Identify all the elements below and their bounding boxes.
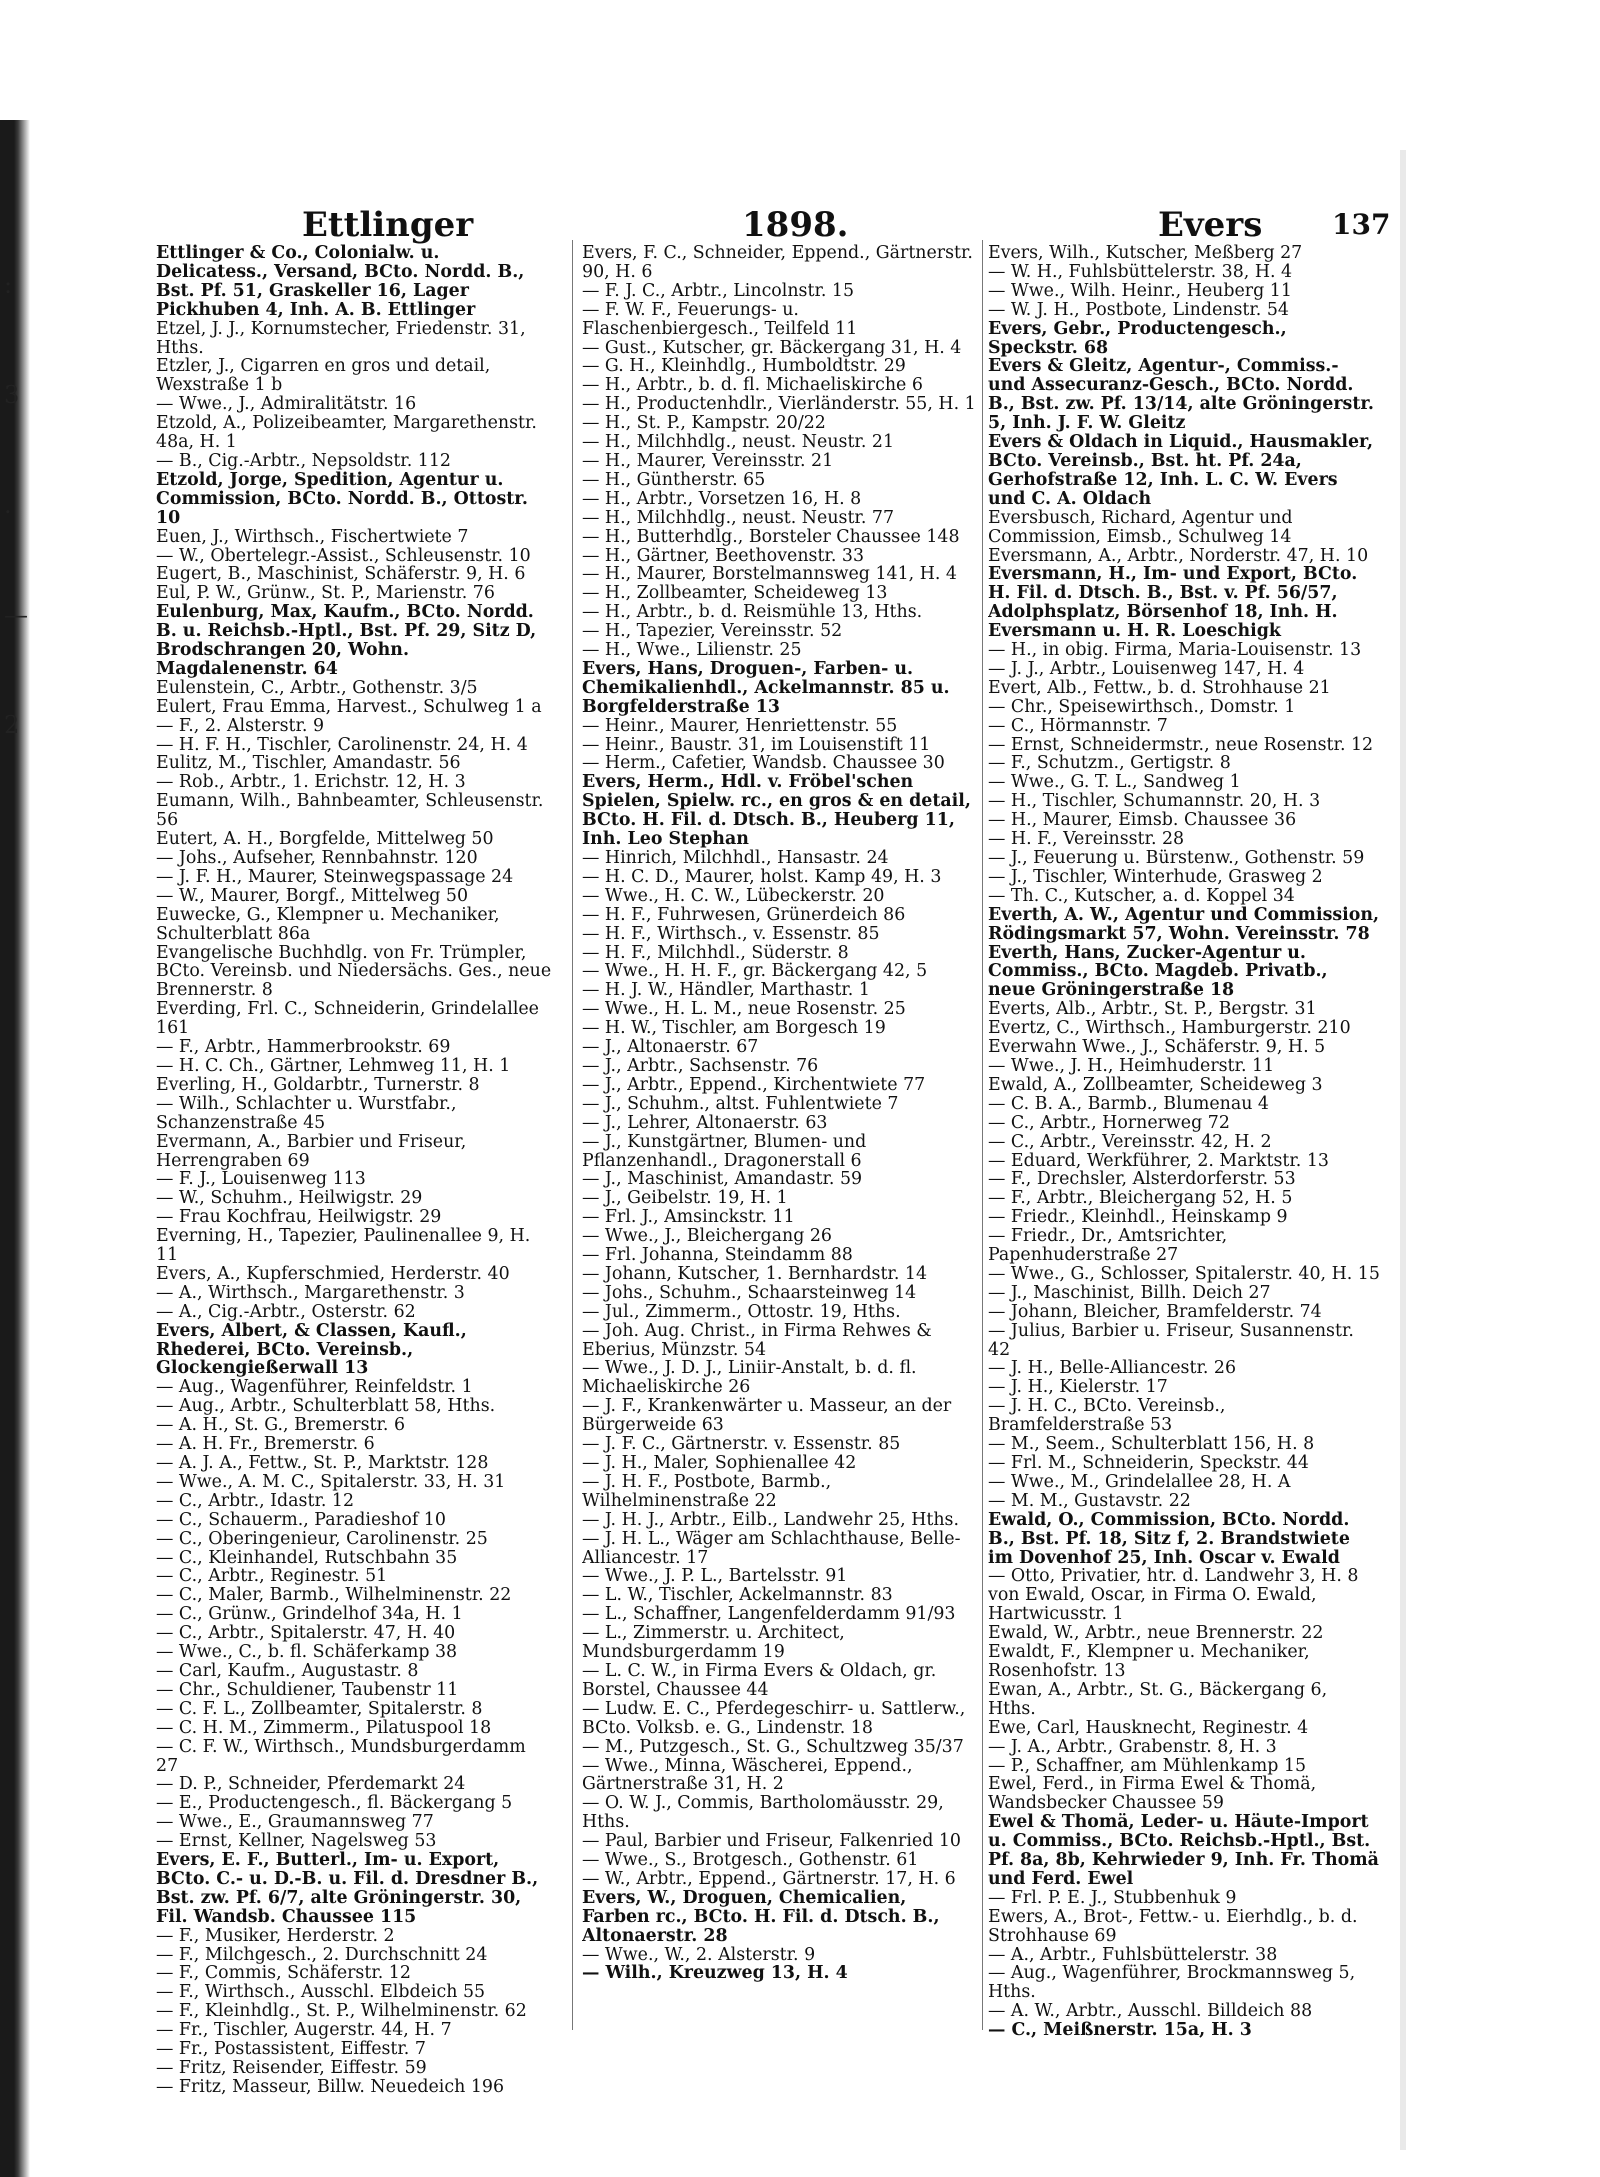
directory-entry: Evers, E. F., Butterl., Im- u. Export, BCto. C.- u. D.-B. u. Fil. d. Dresdner B., Bst. zw. Pf. 6/7, alte Gröningerstr. 30, Fil. Wandsb. Chaussee 115 [156,1851,539,1927]
directory-entry: — Eduard, Werkführer, 2. Marktstr. 13 [988,1151,1329,1171]
directory-entry: — Wwe., G. T. L., Sandweg 1 [988,773,1241,793]
directory-entry: — H., Maurer, Eimsb. Chaussee 36 [988,811,1297,831]
directory-entry: — Wwe., J. D. J., Liniir-Anstalt, b. d. fl. Michaeliskirche 26 [582,1359,917,1398]
directory-entry: Evers, Herm., Hdl. v. Fröbel'schen Spielen, Spielw. rc., en gros & en detail, BCto. H. Fil. d. Dtsch. B., Heuberg 11, Inh. Leo Stephan [582,773,971,849]
directory-entry: — Joh. Aug. Christ., in Firma Rehwes & Eberius, Münzstr. 54 [582,1321,932,1360]
directory-entry: — Heinr., Baustr. 31, im Louisenstift 11 [582,735,931,755]
directory-entry: Evert, Alb., Fettw., b. d. Strohhause 21 [988,678,1331,698]
directory-entry: — C. H. M., Zimmerm., Pilatuspool 18 [156,1718,492,1738]
directory-entry: — J., Altonaerstr. 67 [582,1038,759,1057]
directory-entry: Evers, A., Kupferschmied, Herderstr. 40 [156,1264,510,1284]
directory-entry: — Wwe., H. H. F., gr. Bäckergang 42, 5 [582,962,928,982]
directory-entry: — D. P., Schneider, Pferdemarkt 24 [156,1775,466,1795]
directory-entry: — C., Kleinhandel, Rutschbahn 35 [156,1548,458,1568]
directory-entry: — Wwe., H. L. M., neue Rosenstr. 25 [582,1000,906,1020]
directory-entry: Evers, Wilh., Kutscher, Meßberg 27 [988,244,1303,263]
directory-entry: Everth, A. W., Agentur und Commission, Rödingsmarkt 57, Wohn. Vereinsstr. 78 [988,905,1380,944]
directory-entry: — H., Productenhdlr., Vierländerstr. 55, H. 1 [582,395,976,415]
directory-entry: — Wwe., W., 2. Alsterstr. 9 [582,1945,816,1965]
directory-entry: — H., Tischler, Schumannstr. 20, H. 3 [988,792,1321,812]
directory-entry: — A. H. Fr., Bremerstr. 6 [156,1435,375,1454]
directory-entry: — L. W., Tischler, Ackelmannstr. 83 [582,1586,893,1606]
directory-entry: — Otto, Privatier, htr. d. Landwehr 3, H. 8 [988,1567,1359,1587]
directory-entry: Eumann, Wilh., Bahnbeamter, Schleusenstr. 56 [156,792,544,831]
directory-entry: — J. F. C., Gärtnerstr. v. Essenstr. 85 [582,1435,901,1454]
directory-entry: — C., Arbtr., Reginestr. 51 [156,1567,388,1587]
directory-entry: — Jul., Zimmerm., Ottostr. 19, Hths. [582,1302,901,1322]
directory-entry: — C., Grünw., Grindelhof 34a, H. 1 [156,1605,463,1625]
directory-entry: — H., in obig. Firma, Maria-Louisenstr. 13 [988,641,1362,660]
directory-entry: — Chr., Speisewirthsch., Domstr. 1 [988,697,1296,717]
directory-entry: Everding, Frl. C., Schneiderin, Grindelallee 161 [156,1000,539,1039]
column-left [156,244,552,2097]
directory-entry: — F., Wirthsch., Ausschl. Elbdeich 55 [156,1983,486,2003]
directory-entry: Ewers, A., Brot-, Fettw.- u. Eierhdlg., b. d. Strohhause 69 [988,1907,1358,1946]
directory-entry: — J. F. H., Maurer, Steinwegspassage 24 [156,867,514,887]
directory-entry: — A., Cig.-Arbtr., Osterstr. 62 [156,1302,416,1322]
directory-entry: Evers, Gebr., Productengesch., Speckstr. 68 [988,319,1287,358]
directory-entry: — F., Commis, Schäferstr. 12 [156,1964,411,1984]
directory-entry: Everling, H., Goldarbtr., Turnerstr. 8 [156,1075,480,1095]
directory-entry: — Wwe., Wilh. Heinr., Heuberg 11 [988,281,1292,301]
directory-entry: — H., Maurer, Borstelmannsweg 141, H. 4 [582,565,957,585]
directory-entry: — H., Arbtr., b. d. fl. Michaeliskirche 6 [582,376,923,396]
directory-entry: — Fritz, Reisender, Eiffestr. 59 [156,2059,427,2078]
directory-entry: — W. J. H., Postbote, Lindenstr. 54 [988,300,1289,320]
directory-entry: — Ernst, Kellner, Nagelsweg 53 [156,1832,437,1852]
directory-entry: Eul, P. W., Grünw., St. P., Marienstr. 76 [156,584,495,604]
directory-entry: — L., Schaffner, Langenfelderdamm 91/93 [582,1605,956,1625]
gutter-marks [4,230,34,780]
directory-entry: Euen, J., Wirthsch., Fischertwiete 7 [156,527,469,547]
column-separator [572,240,573,2030]
directory-entry: — F. J., Louisenweg 113 [156,1170,366,1190]
directory-entry: — Chr., Schuldiener, Taubenstr 11 [156,1680,459,1700]
directory-entry: — J. H., Belle-Alliancestr. 26 [988,1359,1237,1379]
directory-entry: Evermann, A., Barbier und Friseur, Herrengraben 69 [156,1132,467,1171]
directory-entry: — J., Tischler, Winterhude, Grasweg 2 [988,867,1323,887]
directory-entry: — O. W. J., Commis, Bartholomäusstr. 29, Hths. [582,1794,944,1833]
directory-entry: — Fr., Postassistent, Eiffestr. 7 [156,2040,426,2059]
directory-entry: — H., Zollbeamter, Scheideweg 13 [582,584,888,604]
directory-entry: Everth, Hans, Zucker-Agentur u. Commiss., BCto. Magdeb. Privatb., neue Gröningerstraße 18 [988,943,1328,1001]
directory-entry: — H. C. Ch., Gärtner, Lehmweg 11, H. 1 [156,1056,511,1076]
directory-entry: Everts, Alb., Arbtr., St. P., Bergstr. 31 [988,1000,1317,1020]
directory-entry: Eulenstein, C., Arbtr., Gothenstr. 3/5 [156,678,478,698]
header-left-keyword: Ettlinger [302,205,474,245]
directory-entry: — H. F., Vereinsstr. 28 [988,830,1185,849]
directory-entry: — C., Oberingenieur, Carolinenstr. 25 [156,1529,488,1549]
directory-entry: — Heinr., Maurer, Henriettenstr. 55 [582,716,898,736]
directory-entry: — H., Milchhdlg., neust. Neustr. 21 [582,433,895,452]
directory-entry: Eulitz, M., Tischler, Amandastr. 56 [156,754,461,774]
directory-entry: — W., Schuhm., Heilwigstr. 29 [156,1189,423,1209]
directory-entry: — M. M., Gustavstr. 22 [988,1491,1191,1511]
directory-entry: — F., Arbtr., Hammerbrookstr. 69 [156,1038,451,1057]
directory-entry: — Julius, Barbier u. Friseur, Susannenstr. 42 [988,1321,1354,1360]
directory-entry: — Wwe., S., Brotgesch., Gothenstr. 61 [582,1851,919,1870]
directory-entry: — Wwe., H. C. W., Lübeckerstr. 20 [582,886,885,906]
directory-entry: — Friedr., Kleinhdl., Heinskamp 9 [988,1208,1288,1228]
directory-entry: — F., Arbtr., Bleichergang 52, H. 5 [988,1189,1293,1209]
directory-entry: — J. H. F., Postbote, Barmb., Wilhelminenstraße 22 [582,1472,832,1511]
directory-entry: — Wwe., J. H., Heimhuderstr. 11 [988,1056,1275,1076]
directory-entry: — C., Arbtr., Hornerweg 72 [988,1113,1230,1133]
directory-entry: — J., Arbtr., Sachsenstr. 76 [582,1056,819,1076]
directory-entry: — Carl, Kaufm., Augustastr. 8 [156,1661,419,1681]
directory-entry: Everwahn Wwe., J., Schäferstr. 9, H. 5 [988,1038,1326,1057]
directory-entry: — Aug., Wagenführer, Brockmannsweg 5, Hths. [988,1964,1356,2003]
directory-entry: Eulenburg, Max, Kaufm., BCto. Nordd. B. u. Reichsb.-Hptl., Bst. Pf. 29, Sitz D, Brodschrangen 20, Wohn. Magdalenenstr. 64 [156,603,537,679]
directory-entry: — P., Schaffner, am Mühlenkamp 15 [988,1756,1307,1776]
column-right [988,244,1380,2040]
directory-entry: — Wwe., Minna, Wäscherei, Eppend., Gärtnerstraße 31, H. 2 [582,1756,913,1795]
directory-entry: — Wwe., J. P. L., Bartelsstr. 91 [582,1567,848,1587]
directory-entry: — Wwe., J., Bleichergang 26 [582,1227,832,1247]
directory-entry: Evers & Oldach in Liquid., Hausmakler, BCto. Vereinsb., Bst. ht. Pf. 24a, Gerhofstraße 12, Inh. L. C. W. Evers und C. A. Oldach [988,433,1374,509]
header-year: 1898. [742,205,849,245]
column-middle [582,244,980,1983]
directory-entry: — H., Butterhdlg., Borsteler Chaussee 148 [582,527,960,547]
directory-entry: — E., Productengesch., fl. Bäckergang 5 [156,1794,513,1814]
directory-entry: — C. B. A., Barmb., Blumenau 4 [988,1094,1269,1114]
directory-entry: — Th. C., Kutscher, a. d. Koppel 34 [988,886,1295,906]
directory-entry: — J. H., Kielerstr. 17 [988,1378,1168,1398]
directory-entry: — C. F. W., Wirthsch., Mundsburgerdamm 27 [156,1737,526,1776]
directory-entry: Euwecke, G., Klempner u. Mechaniker, Schulterblatt 86a [156,905,500,944]
directory-entry: — F., Milchgesch., 2. Durchschnitt 24 [156,1945,488,1965]
directory-entry: Etzler, J., Cigarren en gros und detail, Wexstraße 1 b [156,357,491,396]
directory-entry: Evers & Gleitz, Agentur-, Commiss.- und Assecuranz-Gesch., BCto. Nordd. B., Bst. zw. Pf. 13/14, alte Gröningerstr. 5, Inh. J. F. W. Gleitz [988,357,1374,434]
directory-entry: — C., Meißnerstr. 15a, H. 3 [988,2021,1252,2041]
directory-entry: — B., Cig.-Arbtr., Nepsoldstr. 112 [156,451,451,471]
directory-entry: Ettlinger & Co., Colonialw. u. Delicatess., Versand, BCto. Nordd. B., Bst. Pf. 51, Graskeller 16, Lager Pickhuben 4, Inh. A. B. Ettlinger [156,244,525,320]
directory-entry: Evangelische Buchhdlg. von Fr. Trümpler, BCto. Vereinsb. und Niedersächs. Ges., neue Brennerstr. 8 [156,943,552,1001]
directory-entry: — C., Maler, Barmb., Wilhelminenstr. 22 [156,1586,512,1606]
directory-entry: — Wwe., A. M. C., Spitalerstr. 33, H. 31 [156,1472,506,1492]
directory-entry: — W. H., Fuhlsbüttelerstr. 38, H. 4 [988,262,1293,282]
gutter-mark: : [4,271,13,299]
directory-entry: — Paul, Barbier und Friseur, Falkenried 10 [582,1832,961,1852]
directory-entry: Ewald, A., Zollbeamter, Scheideweg 3 [988,1075,1323,1095]
directory-entry: — Johann, Kutscher, 1. Bernhardstr. 14 [582,1264,928,1284]
directory-entry: Eversbusch, Richard, Agentur und Commission, Eimsb., Schulweg 14 [988,508,1293,547]
directory-entry: von Ewald, Oscar, in Firma O. Ewald, Hartwicusstr. 1 [988,1586,1317,1625]
directory-entry: — H., Güntherstr. 65 [582,470,766,490]
directory-entry: Eulert, Frau Emma, Harvest., Schulweg 1 a [156,697,542,717]
directory-entry: — C., Arbtr., Spitalerstr. 47, H. 40 [156,1624,456,1644]
directory-entry: — A., Arbtr., Fuhlsbüttelerstr. 38 [988,1945,1278,1965]
directory-entry: Ewaldt, F., Klempner u. Mechaniker, Rosenhofstr. 13 [988,1643,1310,1681]
column-separator [982,240,983,2030]
directory-entry: — Wilh., Kreuzweg 13, H. 4 [582,1964,848,1984]
directory-entry: — Ludw. E. C., Pferdegeschirr- u. Sattlerw., BCto. Volksb. e. G., Lindenstr. 18 [582,1699,966,1738]
directory-entry: — F., Musiker, Herderstr. 2 [156,1926,395,1946]
directory-entry: — Rob., Arbtr., 1. Erichstr. 12, H. 3 [156,773,466,793]
directory-entry: — J. F., Krankenwärter u. Masseur, an der Bürgerweide 63 [582,1397,952,1436]
directory-entry: — F., Drechsler, Alsterdorferstr. 53 [988,1170,1296,1190]
directory-entry: Everning, H., Tapezier, Paulinenallee 9, H. 11 [156,1227,531,1265]
directory-entry: — J., Maschinist, Billh. Deich 27 [988,1283,1271,1303]
directory-entry: — Wwe., M., Grindelallee 28, H. A [988,1472,1291,1492]
directory-entry: — H. W., Tischler, am Borgesch 19 [582,1019,886,1039]
directory-entry: — J., Lehrer, Altonaerstr. 63 [582,1113,828,1133]
directory-entry: — H. F., Wirthsch., v. Essenstr. 85 [582,924,880,944]
directory-entry: — Frau Kochfrau, Heilwigstr. 29 [156,1208,442,1228]
directory-entry: Etzold, Jorge, Spedition, Agentur u. Commission, BCto. Nordd. B., Ottostr. 10 [156,470,528,528]
directory-entry: — G. H., Kleinhdlg., Humboldtstr. 29 [582,357,906,377]
directory-entry: — A. J. A., Fettw., St. P., Marktstr. 128 [156,1454,489,1473]
directory-entry: — W., Arbtr., Eppend., Gärtnerstr. 17, H. 6 [582,1869,956,1889]
directory-entry: — F. J. C., Arbtr., Lincolnstr. 15 [582,281,855,301]
directory-entry: — L., Zimmerstr. u. Architect, Mundsburgerdamm 19 [582,1624,845,1662]
directory-entry: Evers, Hans, Droguen-, Farben- u. Chemikalienhdl., Ackelmannstr. 85 u. Borgfelderstraße 13 [582,659,950,717]
directory-entry: Evers, F. C., Schneider, Eppend., Gärtnerstr. 90, H. 6 [582,244,973,282]
page-number: 137 [1332,208,1391,241]
directory-entry: — A. H., St. G., Bremerstr. 6 [156,1416,406,1436]
directory-entry: — F., 2. Alsterstr. 9 [156,716,325,736]
directory-entry: — Herm., Cafetier, Wandsb. Chaussee 30 [582,754,945,774]
directory-entry: — H. F., Milchhdl., Süderstr. 8 [582,943,849,963]
directory-entry: — H., Milchhdlg., neust. Neustr. 77 [582,508,895,528]
directory-entry: — H., Wwe., Lilienstr. 25 [582,641,802,660]
gutter-mark: 3 [4,381,20,409]
directory-entry: Ewan, A., Arbtr., St. G., Bäckergang 6, Hths. [988,1680,1328,1719]
directory-entry: — H., Tapezier, Vereinsstr. 52 [582,622,843,642]
directory-entry: — H. J. W., Händler, Marthastr. 1 [582,981,870,1001]
directory-entry: — C. F. L., Zollbeamter, Spitalerstr. 8 [156,1699,483,1719]
directory-entry: — Wwe., J., Admiralitätstr. 16 [156,395,417,415]
directory-entry: — H. C. D., Maurer, holst. Kamp 49, H. 3 [582,867,942,887]
directory-entry: Ewald, W., Arbtr., neue Brennerstr. 22 [988,1624,1324,1644]
directory-entry: Ewald, O., Commission, BCto. Nordd. B., Bst. Pf. 18, Sitz f, 2. Brandstwiete im Dovenhof 25, Inh. Oscar v. Ewald [988,1510,1350,1568]
directory-entry: — W., Obertelegr.-Assist., Schleusenstr. 10 [156,546,531,566]
directory-entry: — Aug., Wagenführer, Reinfeldstr. 1 [156,1378,473,1398]
directory-entry: — J., Kunstgärtner, Blumen- und Pflanzenhandl., Dragonerstall 6 [582,1132,867,1171]
directory-entry: — C., Arbtr., Vereinsstr. 42, H. 2 [988,1132,1272,1152]
directory-entry: Ewe, Carl, Hausknecht, Reginestr. 4 [988,1718,1309,1738]
directory-entry: — Hinrich, Milchhdl., Hansastr. 24 [582,849,889,868]
header-right-keyword: Evers [1158,205,1263,245]
directory-entry: Etzold, A., Polizeibeamter, Margarethenstr. 48a, H. 1 [156,414,537,452]
directory-entry: — F., Kleinhdlg., St. P., Wilhelminenstr. 62 [156,2002,527,2022]
directory-entry: — Johann, Bleicher, Bramfelderstr. 74 [988,1302,1322,1322]
gutter-mark: 2 [4,711,20,739]
directory-entry: — L. C. W., in Firma Evers & Oldach, gr. Borstel, Chaussee 44 [582,1661,937,1700]
directory-entry: Eugert, B., Maschinist, Schäferstr. 9, H. 6 [156,565,526,585]
directory-entry: — H. F. H., Tischler, Carolinenstr. 24, H. 4 [156,735,528,755]
directory-entry: — J. H. J., Arbtr., Eilb., Landwehr 25, Hths. [582,1510,959,1530]
directory-entry: — C., Schauerm., Paradieshof 10 [156,1510,446,1530]
directory-entry: — Aug., Arbtr., Schulterblatt 58, Hths. [156,1397,496,1417]
directory-entry: Eutert, A. H., Borgfelde, Mittelweg 50 [156,830,494,849]
directory-entry: — A. W., Arbtr., Ausschl. Billdeich 88 [988,2002,1313,2022]
directory-entry: — J., Geibelstr. 19, H. 1 [582,1189,788,1209]
directory-entry: — Frl. P. E. J., Stubbenhuk 9 [988,1888,1237,1908]
directory-entry: — Gust., Kutscher, gr. Bäckergang 31, H. 4 [582,338,962,358]
directory-entry: — J. J., Arbtr., Louisenweg 147, H. 4 [988,659,1305,679]
gutter-mark: . [4,491,12,519]
directory-entry: Evers, Albert, & Classen, Kaufl., Rhederei, BCto. Vereinsb., Glockengießerwall 13 [156,1321,467,1379]
directory-entry: — H. F., Fuhrwesen, Grünerdeich 86 [582,905,906,925]
directory-entry: — Wilh., Schlachter u. Wurstfabr., Schanzenstraße 45 [156,1094,457,1133]
directory-entry: Ewel & Thomä, Leder- u. Häute-Import u. Commiss., BCto. Reichsb.-Hptl., Bst. Pf. 8a, 8b, Kehrwieder 9, Inh. Fr. Thomä und Ferd. Ewel [988,1813,1379,1889]
directory-entry: — H., St. P., Kampstr. 20/22 [582,414,826,434]
directory-entry: Evers, W., Droguen, Chemicalien, Farben rc., BCto. H. Fil. d. Dtsch. B., Altonaerstr. 28 [582,1888,940,1946]
directory-entry: — C., Hörmannstr. 7 [988,716,1168,736]
directory-entry: — Fr., Tischler, Augerstr. 44, H. 7 [156,2021,452,2041]
directory-entry: — F. W. F., Feuerungs- u. Flaschenbiergesch., Teilfeld 11 [582,300,858,339]
directory-entry: — H., Arbtr., b. d. Reismühle 13, Hths. [582,603,923,623]
directory-entry: Etzel, J. J., Kornumstecher, Friedenstr. 31, Hths. [156,319,526,358]
directory-entry: — Wwe., E., Graumannsweg 77 [156,1813,434,1833]
directory-entry: — H., Gärtner, Beethovenstr. 33 [582,546,865,566]
directory-entry: Eversmann, H., Im- und Export, BCto. H. Fil. d. Dtsch. B., Bst. v. Pf. 56/57, Adolphsplatz, Börsenhof 18, Inh. H. Eversmann u. H. R. Loeschigk [988,565,1358,642]
gutter-mark: — [4,601,28,629]
directory-entry: — M., Putzgesch., St. G., Schultzweg 35/37 [582,1737,964,1757]
directory-entry: — W., Maurer, Borgf., Mittelweg 50 [156,886,469,906]
directory-entry: — J., Schuhm., altst. Fuhlentwiete 7 [582,1094,899,1114]
directory-entry: — J., Arbtr., Eppend., Kirchentwiete 77 [582,1075,926,1095]
directory-entry: — Ernst, Schneidermstr., neue Rosenstr. 12 [988,735,1374,755]
directory-entry: — J., Feuerung u. Bürstenw., Gothenstr. 59 [988,849,1365,868]
directory-entry: — H., Arbtr., Vorsetzen 16, H. 8 [582,489,862,509]
directory-entry: — Johs., Aufseher, Rennbahnstr. 120 [156,849,478,868]
directory-entry: — Frl. Johanna, Steindamm 88 [582,1246,853,1265]
directory-entry: — Frl. J., Amsinckstr. 11 [582,1208,795,1228]
directory-entry: — Wwe., G., Schlosser, Spitalerstr. 40, H. 15 [988,1264,1380,1284]
directory-entry: — A., Wirthsch., Margarethenstr. 3 [156,1283,465,1303]
directory-entry: — J. H. L., Wäger am Schlachthause, Belle-Alliancestr. 17 [582,1529,961,1568]
directory-entry: — J. A., Arbtr., Grabenstr. 8, H. 3 [988,1737,1277,1757]
directory-entry: Eversmann, A., Arbtr., Norderstr. 47, H. 10 [988,546,1369,566]
directory-entry: — Fritz, Masseur, Billw. Neuedeich 196 [156,2077,505,2097]
directory-entry: — C., Arbtr., Idastr. 12 [156,1491,355,1511]
directory-entry: Ewel, Ferd., in Firma Ewel & Thomä, Wandsbecker Chaussee 59 [988,1775,1317,1814]
directory-entry: — Wwe., C., b. fl. Schäferkamp 38 [156,1643,458,1662]
directory-entry: — J. H., Maler, Sophienallee 42 [582,1454,857,1473]
directory-entry: — Friedr., Dr., Amtsrichter, Papenhuderstraße 27 [988,1227,1228,1265]
directory-entry: — H., Maurer, Vereinsstr. 21 [582,451,834,471]
directory-entry: — J., Maschinist, Amandastr. 59 [582,1170,863,1190]
directory-entry: Evertz, C., Wirthsch., Hamburgerstr. 210 [988,1019,1351,1039]
directory-entry: — Frl. M., Schneiderin, Speckstr. 44 [988,1454,1309,1473]
directory-entry: — F., Schutzm., Gertigstr. 8 [988,754,1231,774]
directory-entry: — Johs., Schuhm., Schaarsteinweg 14 [582,1283,917,1303]
directory-entry: — J. H. C., BCto. Vereinsb., Bramfelderstraße 53 [988,1397,1226,1436]
directory-entry: — M., Seem., Schulterblatt 156, H. 8 [988,1435,1315,1454]
